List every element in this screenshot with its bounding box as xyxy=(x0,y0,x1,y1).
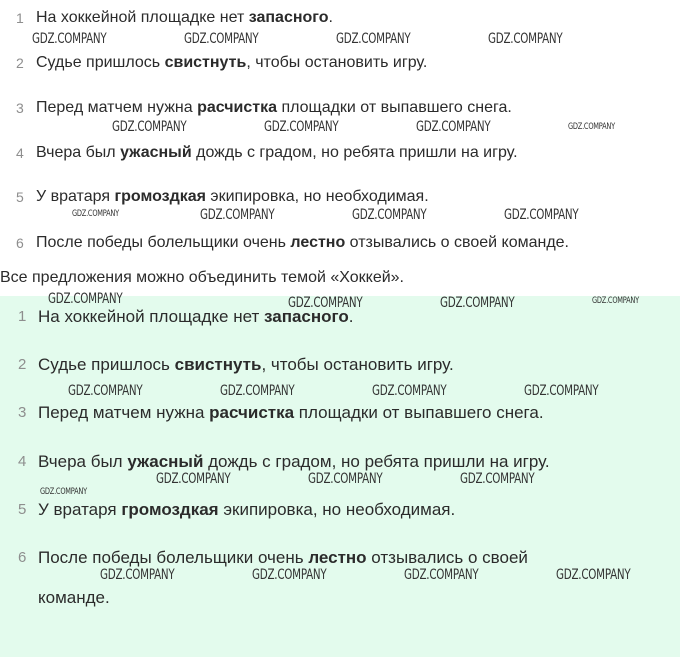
item-number: 2 xyxy=(18,356,27,373)
watermark-text: GDZ.COMPANY xyxy=(200,207,275,223)
item-number: 3 xyxy=(16,100,24,116)
watermark-text: GDZ.COMPANY xyxy=(308,471,383,487)
watermark-text: GDZ.COMPANY xyxy=(416,119,491,135)
item-number: 2 xyxy=(16,55,24,71)
item-number: 1 xyxy=(16,10,24,26)
watermark-text: GDZ.COMPANY xyxy=(100,567,175,583)
watermark-text: GDZ.COMPANY xyxy=(156,471,231,487)
watermark-text: GDZ.COMPANY xyxy=(48,291,123,307)
item-number: 6 xyxy=(18,549,27,566)
item-number: 4 xyxy=(18,453,27,470)
highlighted-word: лестно xyxy=(290,234,346,251)
watermark-text: GDZ.COMPANY xyxy=(404,567,479,583)
watermark-text: GDZ.COMPANY xyxy=(488,31,563,47)
highlighted-word: запасного xyxy=(264,307,349,326)
item-text: На хоккейной площадке нет запасного. xyxy=(38,307,354,326)
watermark-text: GDZ.COMPANY xyxy=(288,295,363,311)
watermark-text: GDZ.COMPANY xyxy=(524,383,599,399)
watermark-text: GDZ.COMPANY xyxy=(40,487,87,497)
watermark-text: GDZ.COMPANY xyxy=(68,383,143,399)
watermark-text: GDZ.COMPANY xyxy=(556,567,631,583)
summary-text: Все предложения можно объединить темой «Хоккей». xyxy=(0,269,404,286)
item-number: 4 xyxy=(16,145,24,161)
item-text: После победы болельщики очень лестно отзывались о своей xyxy=(38,548,528,567)
highlighted-word: расчистка xyxy=(197,99,277,116)
watermark-text: GDZ.COMPANY xyxy=(352,207,427,223)
watermark-text: GDZ.COMPANY xyxy=(32,31,107,47)
highlighted-word: запасного xyxy=(248,9,329,26)
highlighted-word: лестно xyxy=(308,548,367,567)
watermark-text: GDZ.COMPANY xyxy=(336,31,411,47)
watermark-text: GDZ.COMPANY xyxy=(568,122,615,132)
item-number: 1 xyxy=(18,308,27,325)
watermark-text: GDZ.COMPANY xyxy=(220,383,295,399)
highlighted-word: громоздкая xyxy=(121,500,219,519)
watermark-text: GDZ.COMPANY xyxy=(372,383,447,399)
watermark-text: GDZ.COMPANY xyxy=(72,209,119,219)
item-text: Вчера был ужасный дождь с градом, но ребята пришли на игру. xyxy=(36,144,518,161)
highlighted-word: свистнуть xyxy=(164,54,247,71)
highlighted-word: ужасный xyxy=(120,144,192,161)
highlighted-word: свистнуть xyxy=(174,355,262,374)
highlighted-word: ужасный xyxy=(127,452,204,471)
item-text-continuation: команде. xyxy=(38,588,110,607)
watermark-text: GDZ.COMPANY xyxy=(252,567,327,583)
item-text: На хоккейной площадке нет запасного. xyxy=(36,9,333,26)
item-text: Перед матчем нужна расчистка площадки от выпавшего снега. xyxy=(38,403,544,422)
item-number: 3 xyxy=(18,404,27,421)
watermark-text: GDZ.COMPANY xyxy=(592,296,639,306)
watermark-text: GDZ.COMPANY xyxy=(184,31,259,47)
item-text: Перед матчем нужна расчистка площадки от выпавшего снега. xyxy=(36,99,512,116)
item-text: После победы болельщики очень лестно отзывались о своей команде. xyxy=(36,234,569,251)
item-number: 5 xyxy=(16,189,24,205)
item-text: У вратаря громоздкая экипировка, но необходимая. xyxy=(38,500,456,519)
watermark-text: GDZ.COMPANY xyxy=(264,119,339,135)
item-number: 5 xyxy=(18,501,27,518)
item-text: Судье пришлось свистнуть, чтобы остановить игру. xyxy=(36,54,428,71)
watermark-text: GDZ.COMPANY xyxy=(112,119,187,135)
item-text: У вратаря громоздкая экипировка, но необходимая. xyxy=(36,188,429,205)
highlighted-word: расчистка xyxy=(209,403,295,422)
item-text: Вчера был ужасный дождь с градом, но ребята пришли на игру. xyxy=(38,452,550,471)
highlighted-word: громоздкая xyxy=(114,188,206,205)
watermark-text: GDZ.COMPANY xyxy=(460,471,535,487)
item-text: Судье пришлось свистнуть, чтобы остановить игру. xyxy=(38,355,454,374)
watermark-text: GDZ.COMPANY xyxy=(440,295,515,311)
item-number: 6 xyxy=(16,235,24,251)
watermark-text: GDZ.COMPANY xyxy=(504,207,579,223)
